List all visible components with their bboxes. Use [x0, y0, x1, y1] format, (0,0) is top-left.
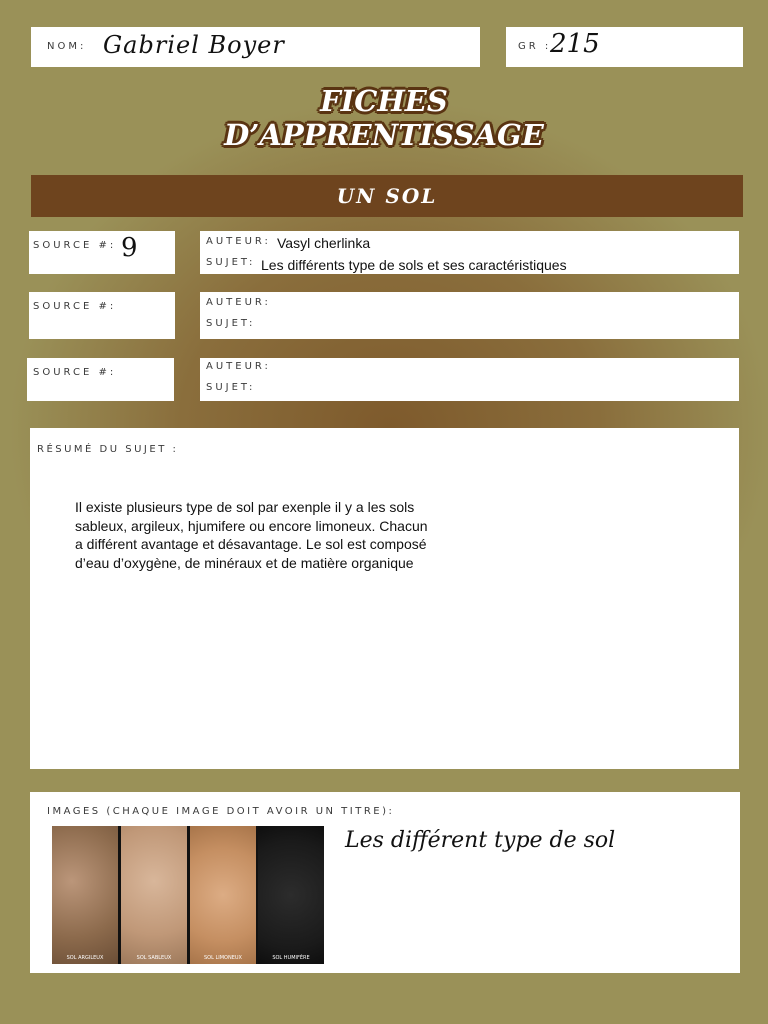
source-box-3 — [27, 358, 174, 401]
subject-banner — [31, 175, 743, 217]
soil-image-humifere — [258, 826, 324, 964]
gr-value[interactable]: 215 — [550, 29, 600, 59]
source-label: SOURCE #: — [33, 367, 117, 378]
auteur-label: AUTEUR: — [206, 361, 271, 372]
nom-label: NOM: — [47, 41, 87, 52]
auteur-sujet-box-1 — [200, 231, 739, 274]
sujet-label: SUJET: — [206, 318, 256, 329]
source-box-1 — [29, 231, 175, 274]
resume-box — [30, 428, 739, 769]
auteur-value[interactable]: Vasyl cherlinka — [277, 235, 371, 251]
auteur-label: AUTEUR: — [206, 236, 271, 247]
sujet-label: SUJET: — [206, 382, 256, 393]
sujet-label: SUJET: — [206, 257, 256, 268]
auteur-sujet-box-2 — [200, 292, 739, 339]
auteur-label: AUTEUR: — [206, 297, 271, 308]
soil-caption: SOL SABLEUX — [136, 955, 172, 961]
resume-text[interactable]: Il existe plusieurs type de sol par exenple il y a les sols sableux, argileux, hjumifere ou encore limoneux. Chacun a différent avantage et désavantage. Le sol est composé d’eau d’oxygène, de minéraux et de matière organique — [75, 499, 428, 571]
gr-box — [506, 27, 743, 67]
images-caption[interactable]: Les différent type de sol — [345, 828, 616, 853]
nom-box — [31, 27, 480, 67]
soil-image-sableux — [121, 826, 187, 964]
sujet-value[interactable]: Les différents type de sols et ses caractéristiques — [261, 257, 567, 273]
page-title-line2: D’APPRENTISSAGE — [224, 118, 544, 152]
soil-caption: SOL LIMONEUX — [204, 955, 242, 961]
soil-caption: SOL ARGILEUX — [66, 955, 104, 961]
source-label: SOURCE #: — [33, 240, 117, 251]
source-label: SOURCE #: — [33, 301, 117, 312]
nom-value[interactable]: Gabriel Boyer — [103, 31, 285, 59]
gr-label: GR : — [518, 41, 552, 52]
images-label: IMAGES (CHAQUE IMAGE DOIT AVOIR UN TITRE): — [47, 806, 395, 817]
soil-image-limoneux — [190, 826, 256, 964]
soil-caption: SOL HUMIFÈRE — [272, 955, 310, 961]
soil-image-argileux — [52, 826, 118, 964]
auteur-sujet-box-3 — [200, 358, 739, 401]
resume-label: RÉSUMÉ DU SUJET : — [37, 444, 179, 455]
banner-text: UN SOL — [336, 184, 438, 208]
source-box-2 — [29, 292, 175, 339]
page-title-line1: FICHES — [320, 84, 448, 118]
source-value[interactable]: 9 — [121, 233, 138, 263]
